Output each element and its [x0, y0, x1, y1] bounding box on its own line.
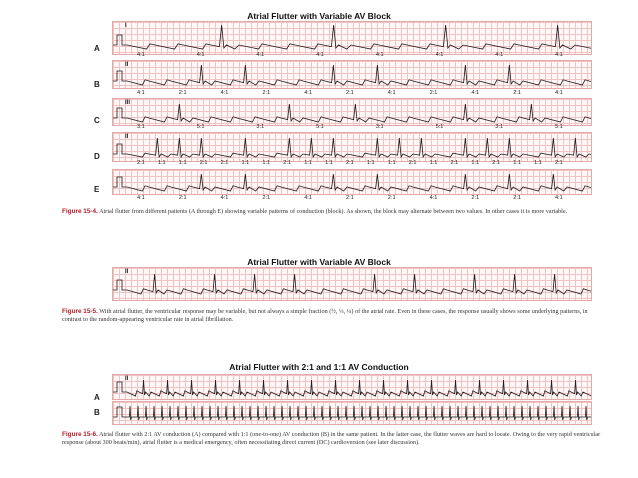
- ecg-strip-6b: [112, 401, 592, 425]
- conduction-ratio: 1:1: [241, 160, 250, 166]
- conduction-ratio: 2:1: [492, 160, 501, 166]
- conduction-ratio: 3:1: [495, 124, 504, 130]
- conduction-ratio: 1:1: [366, 160, 375, 166]
- ecg-waveform: [113, 65, 591, 85]
- ecg-waveform: [113, 274, 591, 294]
- row-letter-b: B: [94, 80, 100, 89]
- conduction-ratio: 1:1: [387, 160, 396, 166]
- caption-label: Figure 15-4.: [62, 208, 98, 215]
- ecg-waveform: [113, 406, 591, 420]
- ecg-trace: [113, 402, 591, 424]
- conduction-ratio: 2:1: [513, 90, 521, 96]
- conduction-ratio: 1:1: [178, 160, 187, 166]
- lead-label: I: [125, 23, 127, 29]
- conduction-ratio: 4:1: [256, 52, 265, 58]
- conduction-ratio: 4:1: [137, 195, 145, 201]
- conduction-ratios-4c: [112, 124, 590, 132]
- conduction-ratio: 1:1: [262, 160, 271, 166]
- ecg-trace: [113, 375, 591, 399]
- conduction-ratio: 4:1: [555, 90, 563, 96]
- conduction-ratio: 3:1: [375, 124, 384, 130]
- ecg-strip-5: [112, 267, 592, 301]
- figure-15-5-title: Atrial Flutter with Variable AV Block: [247, 257, 391, 267]
- row-letter-c: C: [94, 116, 100, 125]
- conduction-ratio: 4:1: [471, 90, 480, 96]
- conduction-ratio: 4:1: [316, 52, 324, 58]
- conduction-ratio: 5:1: [196, 124, 205, 130]
- conduction-ratio: 2:1: [199, 160, 208, 166]
- row-letter-d: D: [94, 152, 100, 161]
- ecg-waveform: [113, 380, 591, 396]
- conduction-ratio: 1:1: [304, 160, 312, 166]
- figure-15-4-caption: [62, 208, 602, 216]
- conduction-ratio: 2:1: [283, 160, 292, 166]
- conduction-ratio: 4:1: [555, 195, 563, 201]
- row-letter-a: A: [94, 44, 100, 53]
- conduction-ratios-4e: [112, 195, 590, 203]
- conduction-ratio: 2:1: [220, 160, 229, 166]
- row-letter-b: B: [94, 408, 100, 417]
- figure-15-6-caption: [62, 431, 602, 446]
- conduction-ratio: 4:1: [435, 52, 444, 58]
- conduction-ratio: 4:1: [220, 90, 229, 96]
- conduction-ratio: 1:1: [157, 160, 166, 166]
- conduction-ratio: 2:1: [346, 195, 354, 201]
- conduction-ratio: 5:1: [316, 124, 324, 130]
- conduction-ratio: 2:1: [387, 195, 396, 201]
- caption-text: Atrial flutter from different patients (A through E) showing variable patterns of conduction (block). As shown, the block may alternate between two values. In other cases it is more variable.: [97, 208, 568, 215]
- conduction-ratio: 2:1: [429, 90, 438, 96]
- conduction-ratio: 2:1: [178, 195, 187, 201]
- caption-label: Figure 15-6.: [62, 431, 98, 438]
- ecg-strip-4c: [112, 98, 592, 126]
- caption-text: With atrial flutter, the ventricular response may be variable, but not always a simple fraction (½, ⅓, ¼) of the atrial rate. Even in these cases, the response usually shows some underlying patterns, in contrast to the random-appearing ventricular rate in atrial fibrillation.: [62, 308, 588, 323]
- lead-label: II: [125, 269, 129, 275]
- lead-label: II: [125, 62, 129, 68]
- conduction-ratio: 2:1: [450, 160, 459, 166]
- conduction-ratio: 2:1: [471, 195, 480, 201]
- ecg-trace: [113, 133, 591, 161]
- conduction-ratio: 3:1: [256, 124, 265, 130]
- row-letter-a: A: [94, 393, 100, 402]
- conduction-ratio: 1:1: [534, 160, 542, 166]
- conduction-ratios-4d: [112, 160, 590, 168]
- figure-15-5-caption: [62, 308, 602, 323]
- conduction-ratio: 2:1: [346, 160, 354, 166]
- conduction-ratio: 2:1: [262, 195, 271, 201]
- ecg-strip-4b: [112, 60, 592, 89]
- conduction-ratios-4b: [112, 90, 590, 98]
- figure-15-6-title: Atrial Flutter with 2:1 and 1:1 AV Conduction: [229, 362, 409, 372]
- conduction-ratio: 2:1: [346, 90, 354, 96]
- conduction-ratio: 5:1: [435, 124, 444, 130]
- conduction-ratio: 2:1: [137, 160, 145, 166]
- lead-label: III: [125, 100, 131, 106]
- conduction-ratio: 4:1: [375, 52, 384, 58]
- conduction-ratio: 4:1: [196, 52, 205, 58]
- conduction-ratio: 2:1: [262, 90, 271, 96]
- conduction-ratio: 5:1: [555, 124, 563, 130]
- conduction-ratio: 2:1: [555, 160, 563, 166]
- conduction-ratio: 4:1: [387, 90, 396, 96]
- caption-text: Atrial flutter with 2:1 AV conduction (A) compared with 1:1 (one-to-one) AV conduction (B) in the same patient. In the latter case, the flutter waves are hard to locate. Owing to the very rapid ventricular response (about 300 beats/min), atrial flutter is a medical emergency, often necessitating direct current (DC) cardioversion (see later discussion).: [62, 431, 601, 446]
- ecg-waveform: [113, 25, 591, 49]
- ecg-strip-4e: [112, 169, 592, 195]
- caption-label: Figure 15-5.: [62, 308, 98, 315]
- conduction-ratio: 4:1: [555, 52, 563, 58]
- ecg-trace: [113, 268, 591, 300]
- ecg-trace: [113, 22, 591, 54]
- conduction-ratio: 2:1: [513, 195, 521, 201]
- conduction-ratio: 1:1: [325, 160, 333, 166]
- conduction-ratio: 4:1: [304, 195, 312, 201]
- lead-label: II: [125, 376, 129, 382]
- ecg-waveform: [113, 138, 591, 157]
- ecg-strip-6a: [112, 374, 592, 400]
- conduction-ratio: 1:1: [471, 160, 480, 166]
- conduction-ratio: 1:1: [429, 160, 438, 166]
- ecg-trace: [113, 61, 591, 88]
- conduction-ratio: 4:1: [495, 52, 504, 58]
- lead-label: II: [125, 134, 129, 140]
- ecg-trace: [113, 99, 591, 125]
- ecg-strip-4d: [112, 132, 592, 162]
- ecg-waveform: [113, 104, 591, 122]
- figure-15-4-title: Atrial Flutter with Variable AV Block: [247, 11, 391, 21]
- conduction-ratio: 4:1: [429, 195, 438, 201]
- row-letter-e: E: [94, 185, 100, 194]
- conduction-ratio: 3:1: [137, 124, 145, 130]
- conduction-ratio: 2:1: [408, 160, 417, 166]
- conduction-ratio: 1:1: [513, 160, 521, 166]
- conduction-ratio: 2:1: [178, 90, 187, 96]
- ecg-strip-4a: [112, 21, 592, 55]
- ecg-trace: [113, 170, 591, 194]
- conduction-ratio: 4:1: [137, 52, 145, 58]
- conduction-ratio: 4:1: [220, 195, 229, 201]
- conduction-ratio: 4:1: [304, 90, 312, 96]
- ecg-waveform: [113, 174, 591, 191]
- conduction-ratios-4a: [112, 52, 590, 60]
- conduction-ratio: 4:1: [137, 90, 145, 96]
